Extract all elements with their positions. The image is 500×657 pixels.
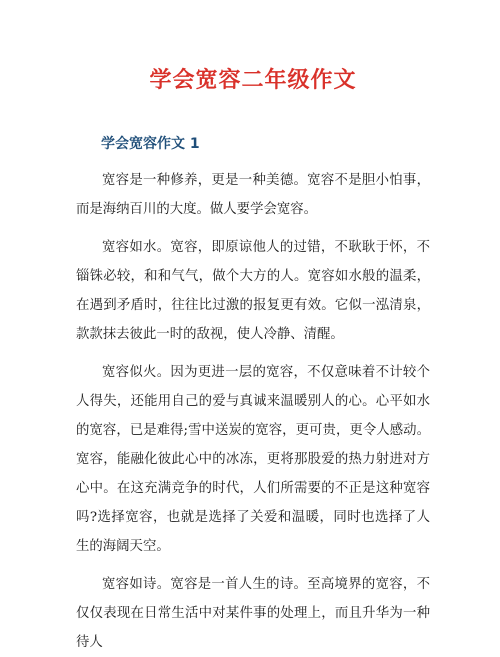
document-title: 学会宽容二年级作文: [149, 68, 357, 93]
section-heading: 学会宽容作文 1: [101, 136, 200, 152]
paragraph-4: 宽容如诗。宽容是一首人生的诗。至高境界的宽容，不仅仅表现在日常生活中对某件事的处理上，而且升华为一种待人: [76, 577, 430, 650]
paragraph-3: 宽容似火。因为更进一层的宽容，不仅意味着不计较个人得失，还能用自己的爱与真诚来温暖别人的心。心平如水的宽容，已是难得;雪中送炭的宽容，更可贵，更令人感动。宽容，能融化彼此心中的冰冻，更将那股爱的热力射进对方心中。在这充满竞争的时代，人们所需要的不正是这种宽容吗?选择宽容，也就是选择了关爱和温暖，同时也选择了人生的海阔天空。: [76, 365, 430, 554]
paragraph-1: 宽容是一种修养，更是一种美德。宽容不是胆小怕事，而是海纳百川的大度。做人要学会宽容。: [76, 173, 430, 217]
paragraph-2: 宽容如水。宽容，即原谅他人的过错，不耿耿于怀，不锱铢必较，和和气气，做个大方的人。宽容如水般的温柔，在遇到矛盾时，往往比过激的报复更有效。它似一泓清泉，款款抹去彼此一时的敌视，使人冷静、清醒。: [76, 240, 430, 342]
